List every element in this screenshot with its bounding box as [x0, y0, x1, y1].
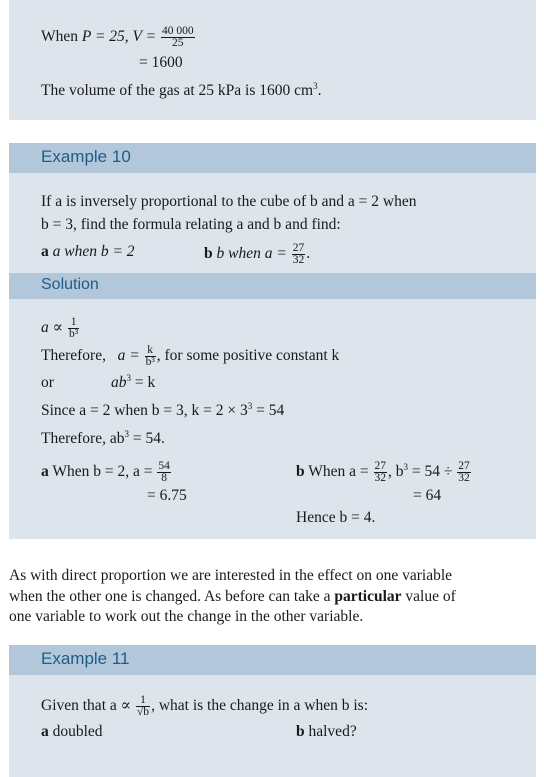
- paragraph-line-1: As with direct proportion we are interested in the effect on one variable: [9, 567, 453, 584]
- example-11-part-a: a doubled: [41, 723, 103, 740]
- solution-ab3: $ab^3 = k$: [111, 373, 156, 391]
- example-10-header: [9, 143, 536, 173]
- solution-therefore: Therefore, a = $\frac{k}{\text{b³}}$ , for some positive constant k: [41, 344, 340, 368]
- part-a: a a when b = 2: [41, 243, 135, 260]
- bold-particular: particular: [334, 587, 402, 605]
- when-line: When P = 25, V = $\frac{40 000}{25}$: [41, 25, 194, 49]
- result-line: = 1600: [139, 54, 183, 71]
- solution-proportion: a ∝ $\frac{1}{\text{b³}}$: [41, 316, 79, 340]
- example-11-question-panel: [9, 675, 536, 777]
- explanation-paragraph: [9, 566, 536, 628]
- example-10-question-panel: [9, 173, 536, 273]
- example-11-part-b: b halved?: [296, 723, 357, 740]
- question-line-2: b = 3, find the formula relating a and b and find:: [41, 216, 341, 233]
- solution-therefore-54: Therefore, $ab^3 = 54$.: [41, 429, 165, 447]
- volume-statement: The volume of the gas at 25 kPa is 1600 $cm^3$.: [41, 81, 322, 99]
- continuation-panel: [9, 0, 536, 120]
- solution-or-label: or: [41, 374, 54, 391]
- fraction-27-32: $\frac{27}{32}$: [292, 242, 305, 266]
- solution-part-b-result: = 64: [413, 487, 442, 504]
- example-10-title: Example 10: [41, 147, 131, 166]
- paragraph-line-3: one variable to work out the change in the other variable.: [9, 608, 364, 625]
- solution-panel: [9, 299, 536, 539]
- solution-part-a: a When b = 2, a = $\frac{54}{8}$: [41, 460, 170, 484]
- example-11-header: [9, 645, 536, 675]
- example-11-title: Example 11: [41, 649, 130, 668]
- solution-title: Solution: [41, 276, 99, 293]
- solution-part-b: b When a = $\frac{27}{32}$ , $b^3 = 54$ ÷ $\frac{27}{32}$: [296, 460, 470, 484]
- solution-part-a-result: = 6.75: [147, 487, 187, 504]
- fraction-40000-25: $\frac{40 000}{25}$: [161, 25, 194, 49]
- solution-since: Since a = 2 when b = 3, $k = 2 \times 3^3 = 54$: [41, 401, 285, 419]
- example-11-question: Given that a ∝ $\frac{1}{√b}$ , what is the change in a when b is:: [41, 694, 369, 718]
- solution-hence: Hence b = 4.: [296, 509, 376, 526]
- part-b: b b when a = $\frac{27}{32}$ .: [204, 242, 311, 266]
- question-line-1: If a is inversely proportional to the cube of b and a = 2 when: [41, 193, 417, 210]
- solution-header: [9, 273, 536, 299]
- paragraph-line-2: when the other one is changed. As before can take a particular value of: [9, 587, 456, 605]
